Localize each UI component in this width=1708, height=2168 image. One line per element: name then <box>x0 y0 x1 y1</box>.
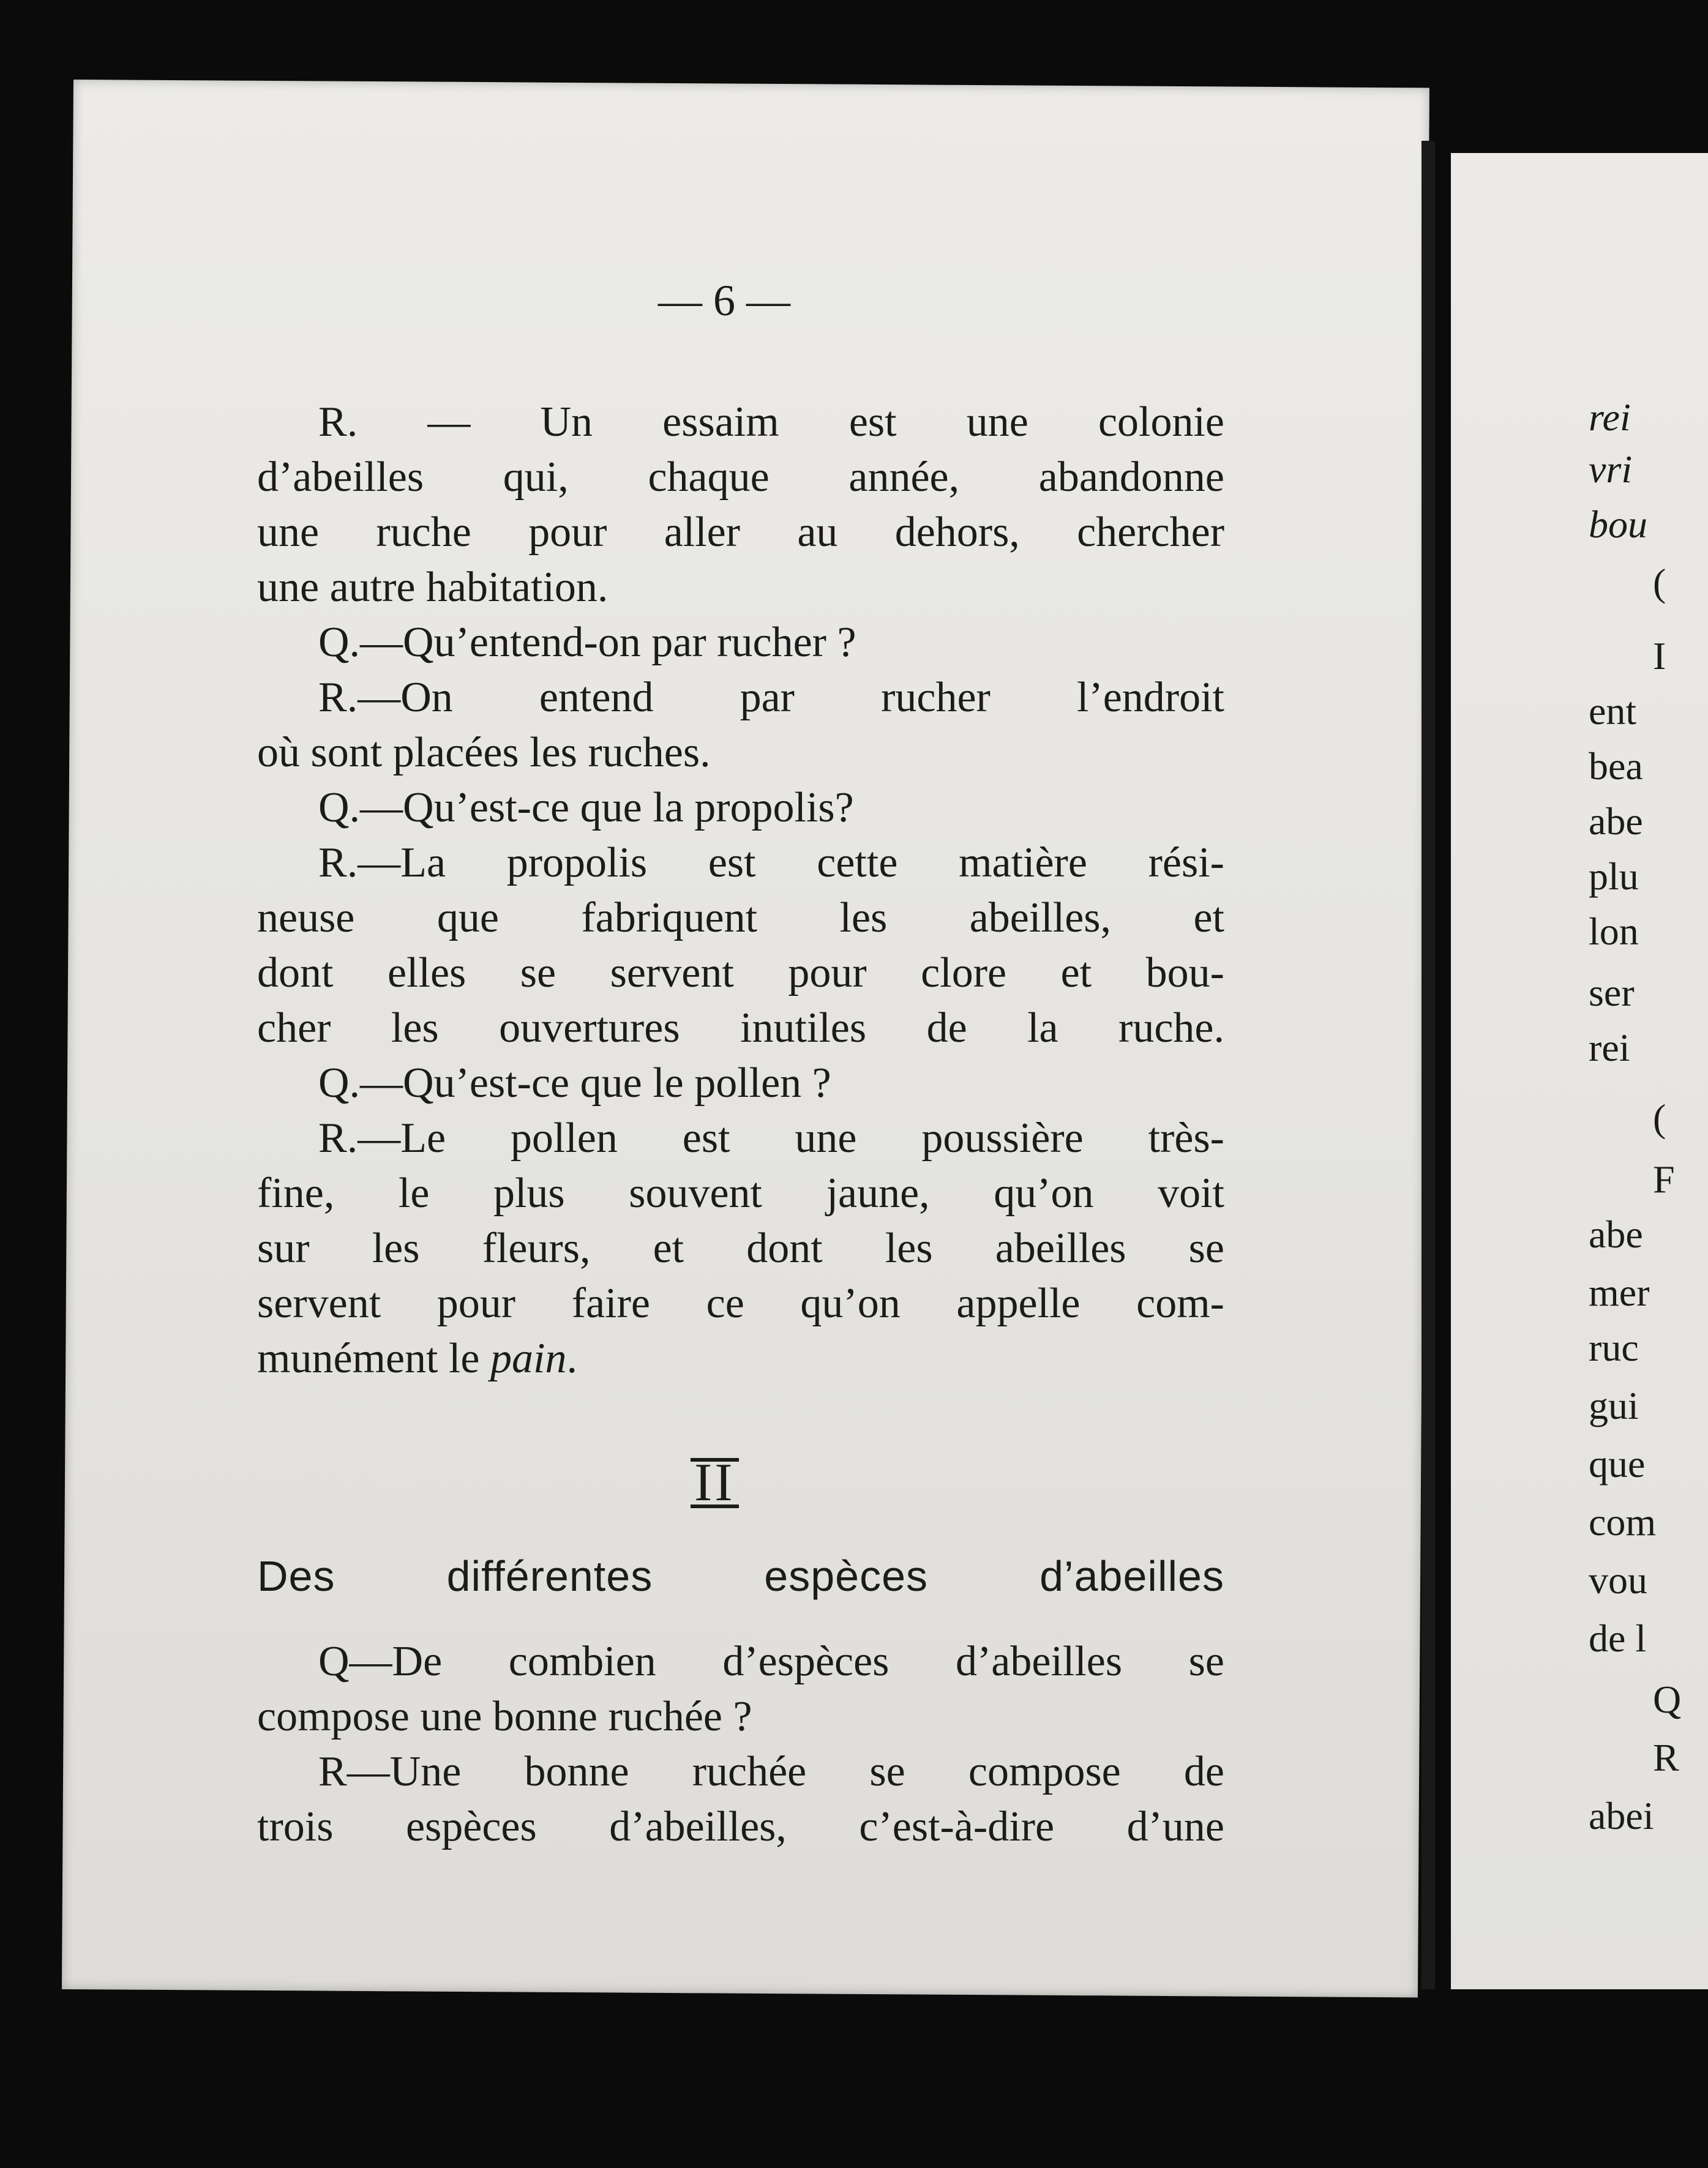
right-text-fragment: com <box>1589 1500 1657 1544</box>
right-text-fragment: abe <box>1589 799 1643 843</box>
section-title: Des différentes espèces d’abeilles <box>257 1552 1224 1600</box>
text-line: Q.—Qu’est-ce que le pollen ? <box>318 1060 831 1107</box>
text-line: dont elles se servent pour clore et bou- <box>257 949 1224 996</box>
right-text-fragment: de l <box>1589 1617 1647 1660</box>
right-text-fragment: abe <box>1589 1213 1643 1256</box>
text-line: sur les fleurs, et dont les abeilles se <box>257 1225 1224 1272</box>
right-text-fragment: R <box>1653 1736 1679 1779</box>
text-line: une autre habitation. <box>257 564 609 611</box>
right-text-fragment: I <box>1653 634 1666 678</box>
right-text-fragment: ent <box>1589 689 1637 733</box>
text-line: R. — Un essaim est une colonie <box>318 398 1224 446</box>
right-text-fragment: F <box>1653 1157 1675 1201</box>
right-text-fragment: rei <box>1589 395 1631 439</box>
right-text-fragment: vou <box>1589 1558 1647 1602</box>
right-text-fragment: rei <box>1589 1026 1630 1069</box>
text-line: d’abeilles qui, chaque année, abandonne <box>257 454 1224 501</box>
text-line: fine, le plus souvent jaune, qu’on voit <box>257 1170 1224 1217</box>
text-line: R—Une bonne ruchée se compose de <box>318 1748 1224 1795</box>
text-line: neuse que fabriquent les abeilles, et <box>257 894 1224 941</box>
section-numeral: II <box>691 1458 739 1508</box>
text-line: où sont placées les ruches. <box>257 729 711 776</box>
right-text-fragment: gui <box>1589 1384 1639 1427</box>
text-line: R.—Le pollen est une poussière très- <box>318 1115 1224 1162</box>
text-line: compose une bonne ruchée ? <box>257 1693 752 1740</box>
text-fragment: munément le <box>257 1335 491 1382</box>
right-text-fragment: ( <box>1653 561 1666 604</box>
text-line: R.—La propolis est cette matière rési- <box>318 839 1224 886</box>
text-line: R.—On entend par rucher l’endroit <box>318 674 1224 721</box>
book-gutter <box>1421 141 1435 1989</box>
right-text-fragment: que <box>1589 1442 1646 1486</box>
text-line: trois espèces d’abeilles, c’est-à-dire d’une <box>257 1803 1224 1850</box>
text-line-final <box>257 1337 1224 1380</box>
right-text-fragment: mer <box>1589 1271 1650 1314</box>
right-text-fragment: vri <box>1589 447 1633 491</box>
right-text-fragment: ruc <box>1589 1326 1639 1369</box>
right-text-fragment: plu <box>1589 854 1639 898</box>
text-line: Q—De combien d’espèces d’abeilles se <box>318 1638 1224 1685</box>
text-line: cher les ouvertures inutiles de la ruche. <box>257 1004 1224 1052</box>
right-text-fragment: Q <box>1653 1678 1682 1721</box>
italic-word: pain <box>490 1335 567 1382</box>
right-text-fragment: bea <box>1589 744 1643 788</box>
text-line: servent pour faire ce qu’on appelle com- <box>257 1280 1224 1327</box>
page-number: — 6 — <box>658 276 790 325</box>
right-text-fragment: ( <box>1653 1096 1666 1140</box>
right-text-fragment: lon <box>1589 910 1639 953</box>
text-line: une ruche pour aller au dehors, chercher <box>257 509 1224 556</box>
right-text-fragment: bou <box>1589 503 1647 546</box>
text-line: Q.—Qu’entend-on par rucher ? <box>318 619 856 666</box>
text-fragment: . <box>566 1335 577 1382</box>
right-text-fragment: abei <box>1589 1794 1654 1837</box>
text-line: Q.—Qu’est-ce que la propolis? <box>318 784 854 831</box>
right-text-fragment: ser <box>1589 971 1635 1014</box>
